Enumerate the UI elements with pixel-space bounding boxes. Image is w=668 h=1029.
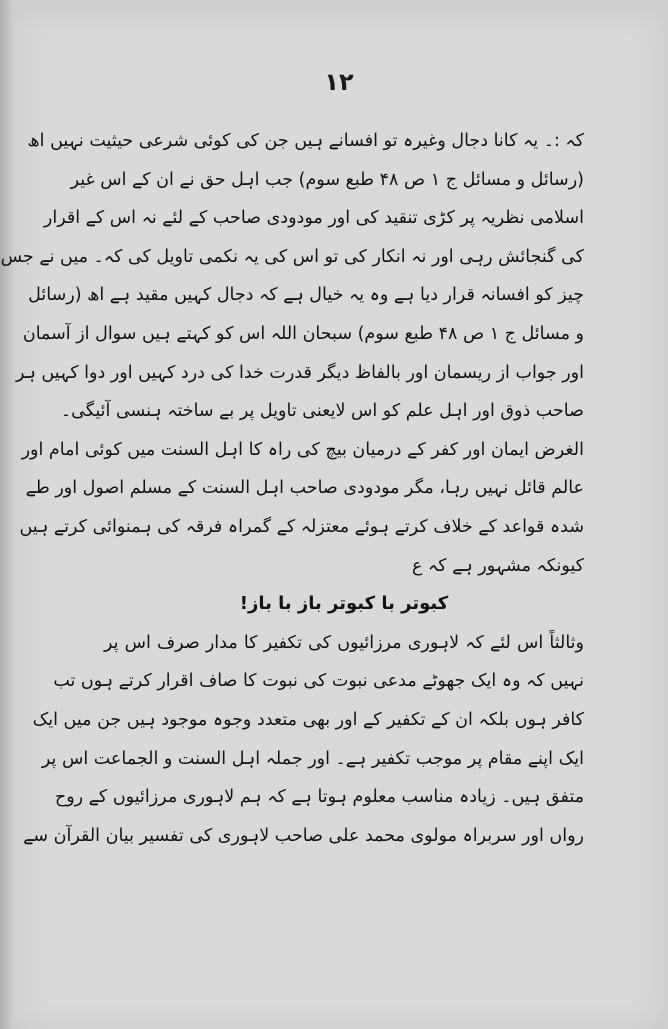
text-line: اور جواب از ریسمان اور بالفاظ دیگر قدرت خدا کی درد کہیں اور دوا کہیں ہر bbox=[15, 362, 584, 383]
text-line: اسلامی نظریہ پر کڑی تنقید کی اور مودودی صاحب کے لئے نہ اس کے اقرار bbox=[43, 208, 584, 229]
text-line: کہ :۔ یہ کانا دجال وغیرہ تو افسانے ہیں جن کی کوئی شرعی حیثیت نہیں اھ bbox=[27, 131, 584, 151]
text-line: الغرض ایمان اور کفر کے درمیان بیچ کی راہ کا اہل السنت میں کوئی امام اور bbox=[21, 439, 584, 460]
page-edge-shadow bbox=[0, 0, 14, 1029]
text-line: عالم قائل نہیں رہا، مگر مودودی صاحب اہل السنت کے مسلم اصول اور طے bbox=[25, 478, 584, 499]
text-line: صاحب ذوق اور اہل علم کو اس لایعنی تاویل پر بے ساختہ ہنسی آئیگی۔ bbox=[60, 401, 584, 422]
text-line: ایک اپنے مقام پر موجب تکفیر ہے۔ اور جملہ اہل السنت و الجماعت اس پر bbox=[41, 748, 584, 769]
text-line: کافر ہوں بلکہ ان کے تکفیر کے اور بھی متعدد وجوہ موجود ہیں جن میں ایک bbox=[32, 709, 584, 730]
text-line: کیونکہ مشہور ہے کہ ع bbox=[412, 555, 584, 576]
text-line: متفق ہیں۔ زیادہ مناسب معلوم ہوتا ہے کہ ہم لاہوری مرزائیوں کے روح bbox=[54, 787, 584, 808]
page-number: ۱۲ bbox=[324, 68, 354, 96]
text-line: و مسائل ج ۱ ص ۴۸ طبع سوم) سبحان اللہ اس کو کہتے ہیں سوال از آسمان bbox=[22, 323, 584, 344]
text-line: (رسائل و مسائل ج ۱ ص ۴۸ طبع سوم) جب اہل حق نے ان کے اس غیر bbox=[70, 169, 584, 190]
text-line: نہیں کہ وہ ایک جھوٹے مدعی نبوت کی نبوت کا صاف اقرار کرتے ہوں تب bbox=[53, 671, 584, 692]
text-line: شدہ قواعد کے خلاف کرتے ہوئے معتزلہ کے گمراہ فرقہ کی ہمنوائی کرتے ہیں bbox=[19, 516, 584, 537]
body-text bbox=[0, 122, 584, 855]
text-line: چیز کو افسانہ قرار دیا ہے وہ یہ خیال ہے کہ دجال کہیں مقید ہے اھ (رسائل bbox=[28, 285, 584, 306]
verse-heading: کبوتر با کبوتر باز با باز! bbox=[239, 593, 449, 615]
document-page bbox=[0, 10, 664, 1029]
text-line: رواں اور سربراہ مولوی محمد علی صاحب لاہوری کی تفسیر بیان القرآن سے bbox=[23, 825, 584, 846]
text-line: کی گنجائش رہی اور نہ انکار کی تو اس کی یہ نکمی تاویل کی کہ۔ میں نے جس bbox=[0, 246, 584, 267]
text-line: وثالثاً اس لئے کہ لاہوری مرزائیوں کی تکفیر کا مدار صرف اس پر bbox=[104, 632, 584, 653]
